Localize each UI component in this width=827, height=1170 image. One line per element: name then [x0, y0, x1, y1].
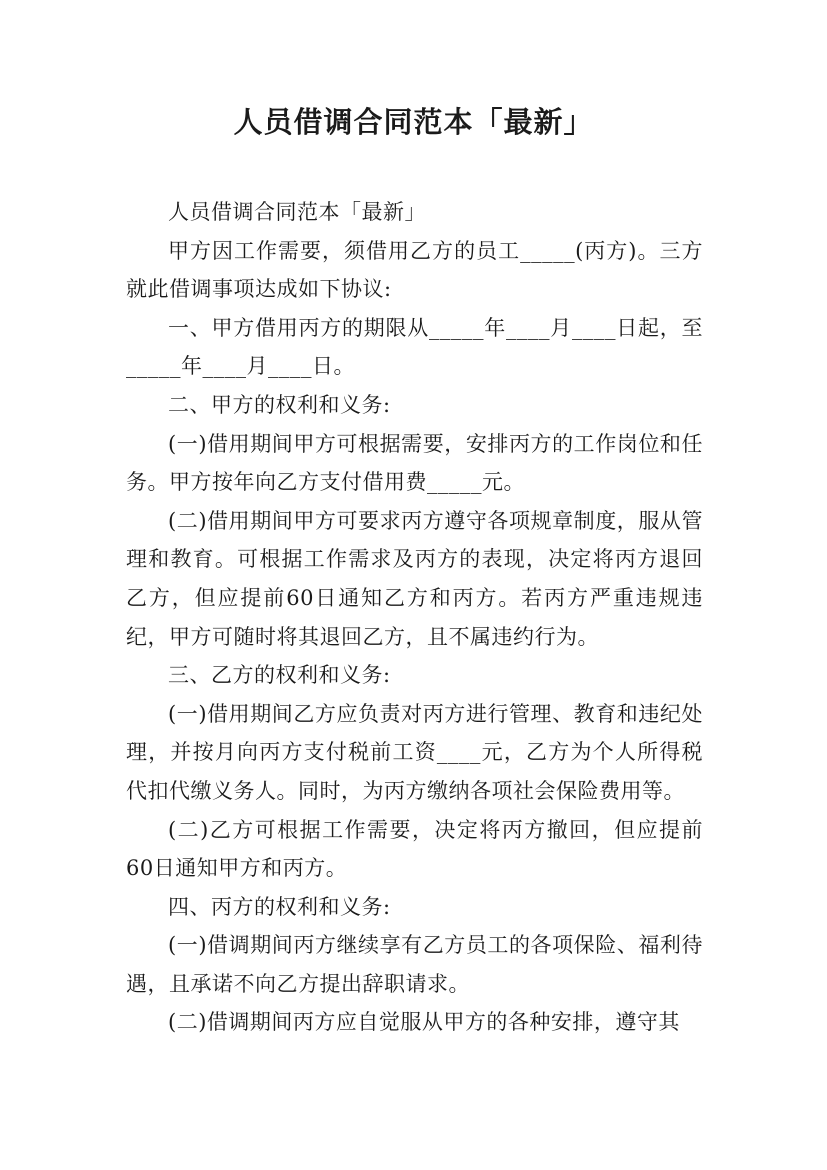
paragraph: (二)借用期间甲方可要求丙方遵守各项规章制度，服从管理和教育。可根据工作需求及丙方的表现，决定将丙方退回乙方，但应提前60日通知乙方和丙方。若丙方严重违规违纪，甲方可随时将其退回乙方，且不属违约行为。 — [126, 508, 703, 649]
paragraph: (二)借调期间丙方应自觉服从甲方的各种安排，遵守其 — [168, 1010, 680, 1035]
paragraph: 一、甲方借用丙方的期限从_____年____月____日起，至_____年____月____日。 — [126, 315, 703, 379]
paragraph: (一)借调期间丙方继续享有乙方员工的各项保险、福利待遇，且承诺不向乙方提出辞职请求。 — [126, 933, 703, 996]
paragraph: 甲方因工作需要，须借用乙方的员工_____(丙方)。三方就此借调事项达成如下协议: — [126, 238, 703, 302]
paragraph: (二)乙方可根据工作需要，决定将丙方撤回，但应提前60日通知甲方和丙方。 — [126, 817, 703, 881]
paragraph: 二、甲方的权利和义务: — [168, 392, 391, 417]
paragraph: 三、乙方的权利和义务: — [168, 663, 391, 688]
paragraph: (一)借用期间甲方可根据需要，安排丙方的工作岗位和任务。甲方按年向乙方支付借用费_____元。 — [126, 431, 703, 495]
paragraph: 人员借调合同范本「最新」 — [168, 200, 426, 224]
paragraph: 四、丙方的权利和义务: — [168, 894, 391, 919]
paragraph: (一)借用期间乙方应负责对丙方进行管理、教育和违纪处理，并按月向丙方支付税前工资____元，乙方为个人所得税代扣代缴义务人。同时，为丙方缴纳各项社会保险费用等。 — [126, 701, 703, 803]
document-title: 人员借调合同范本「最新」 — [233, 105, 594, 139]
document-body — [126, 193, 703, 1042]
